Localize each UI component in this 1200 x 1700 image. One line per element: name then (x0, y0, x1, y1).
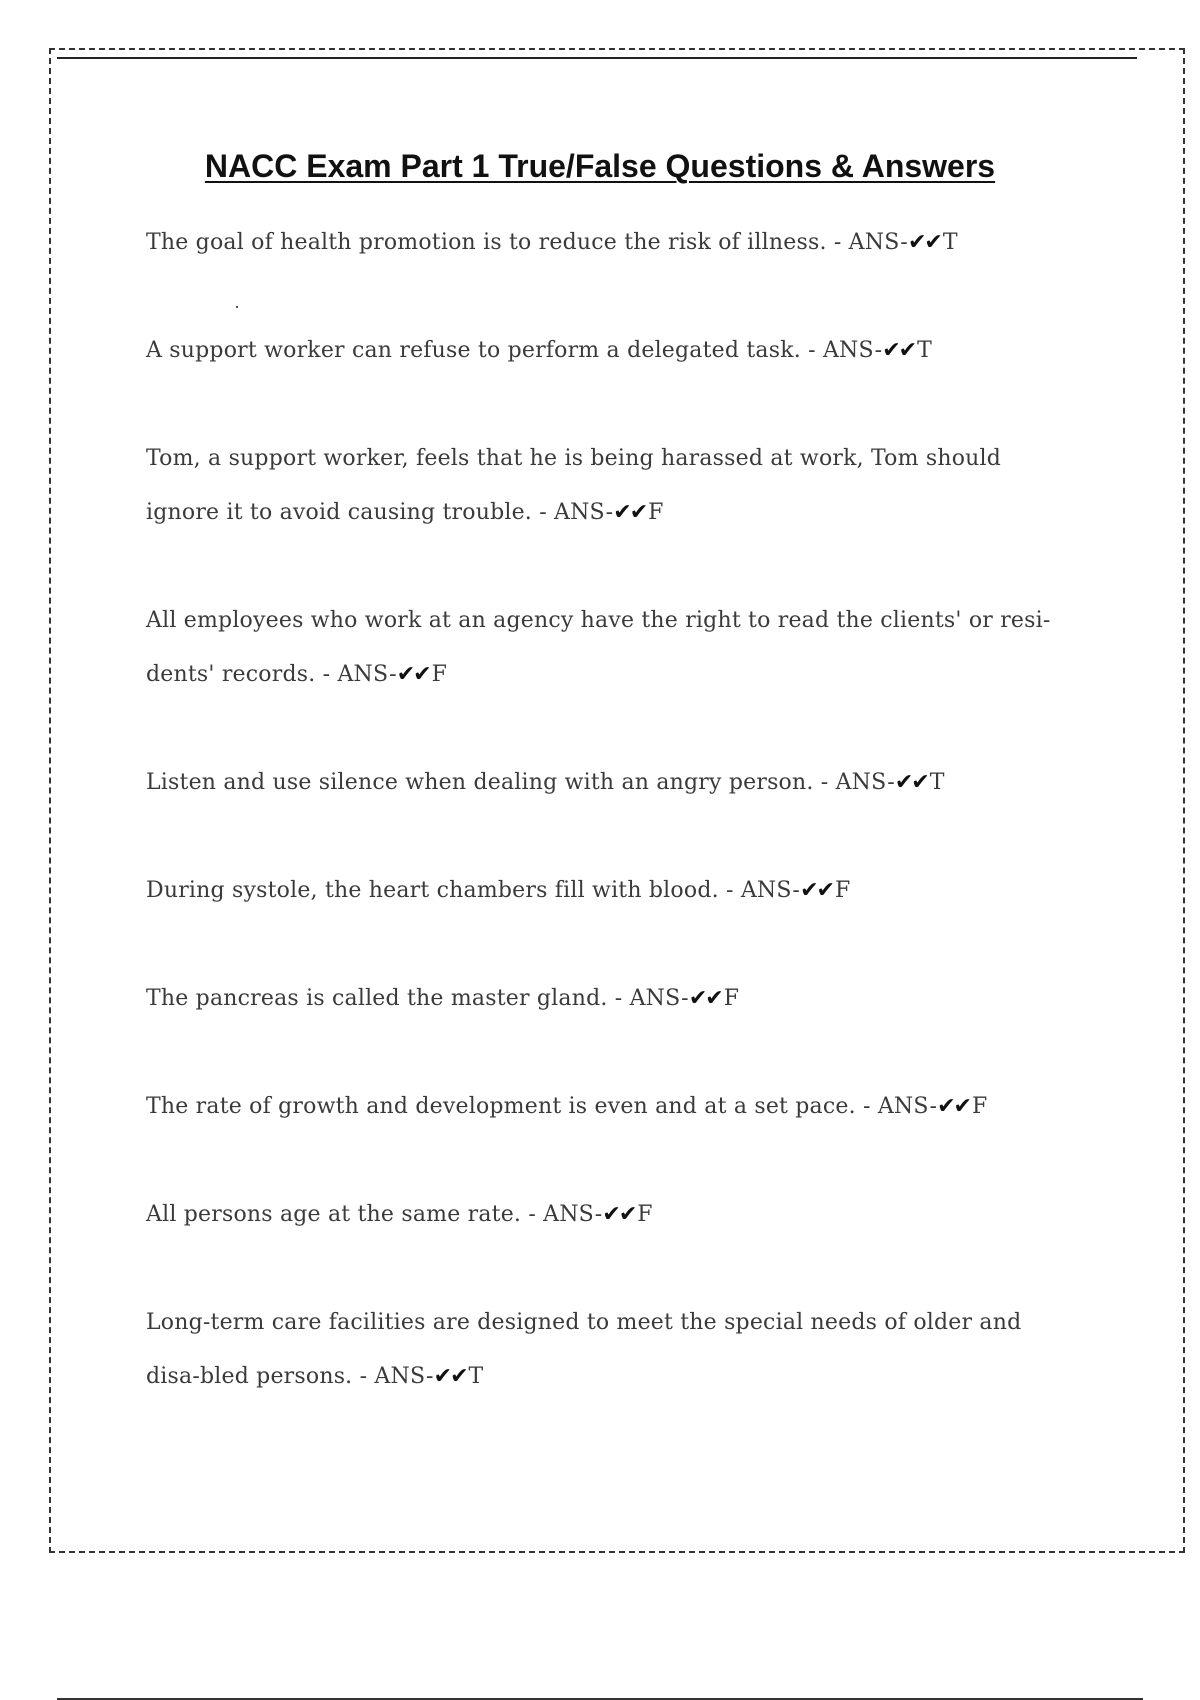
check-icon: ✔✔ (396, 662, 430, 687)
question-text: During systole, the heart chambers fill with blood. (146, 878, 719, 903)
answer-value: T (468, 1364, 484, 1389)
qa-item (146, 216, 1066, 270)
question-text: All persons age at the same rate. (146, 1202, 522, 1227)
qa-item (146, 756, 1066, 810)
answer-value: F (637, 1202, 653, 1227)
question-text: The pancreas is called the master gland. (146, 986, 608, 1011)
answer-value: F (723, 986, 740, 1011)
answer-prefix: - ANS- (855, 1094, 938, 1119)
check-icon: ✔✔ (688, 986, 722, 1011)
question-text: All employees who work at an agency have the right to read the clients' or resi-dents' records. (146, 608, 1051, 687)
check-icon: ✔✔ (613, 500, 647, 525)
qa-item (146, 594, 1066, 702)
answer-prefix: - ANS- (521, 1202, 603, 1227)
qa-item (146, 864, 1066, 918)
answer-prefix: - ANS- (607, 986, 689, 1011)
check-icon: ✔✔ (433, 1364, 467, 1389)
question-text: Long-term care facilities are designed to meet the special needs of older and disa-bled persons. (146, 1310, 1022, 1389)
answer-value: T (929, 770, 945, 795)
check-icon: ✔✔ (937, 1094, 970, 1119)
question-text: A support worker can refuse to perform a delegated task. (146, 338, 801, 363)
answer-value: F (431, 662, 448, 687)
question-text: The goal of health promotion is to reduce the risk of illness. (146, 230, 827, 255)
qa-item (146, 324, 1066, 378)
answer-value: T (942, 230, 958, 255)
check-icon: ✔✔ (907, 230, 941, 255)
answer-value: F (971, 1094, 988, 1119)
answer-prefix: - ANS- (532, 500, 614, 525)
question-text: The rate of growth and development is even and at a set pace. (146, 1094, 856, 1119)
answer-value: T (917, 338, 932, 363)
answer-prefix: - ANS- (800, 338, 883, 363)
qa-item (146, 432, 1066, 540)
answer-prefix: - ANS- (315, 662, 397, 687)
check-icon: ✔✔ (602, 1202, 636, 1227)
qa-item (146, 1296, 1066, 1404)
answer-prefix: - ANS- (352, 1364, 434, 1389)
question-text: Listen and use silence when dealing with an angry person. (146, 770, 814, 795)
answer-prefix: - ANS- (813, 770, 895, 795)
answer-prefix: - ANS- (718, 878, 801, 903)
answer-value: F (834, 878, 851, 903)
answer-prefix: - ANS- (826, 230, 908, 255)
page-title: NACC Exam Part 1 True/False Questions & Answers (204, 148, 996, 184)
top-rule (57, 57, 1137, 59)
answer-value: F (648, 500, 664, 525)
qa-list (146, 216, 1066, 1458)
question-text: Tom, a support worker, feels that he is being harassed at work, Tom should ignore it to avoid causing trouble. (146, 446, 1002, 525)
qa-item (146, 1080, 1066, 1134)
qa-item (146, 972, 1066, 1026)
qa-item (146, 1188, 1066, 1242)
check-icon: ✔✔ (800, 878, 833, 903)
check-icon: ✔✔ (882, 338, 916, 363)
check-icon: ✔✔ (894, 770, 928, 795)
